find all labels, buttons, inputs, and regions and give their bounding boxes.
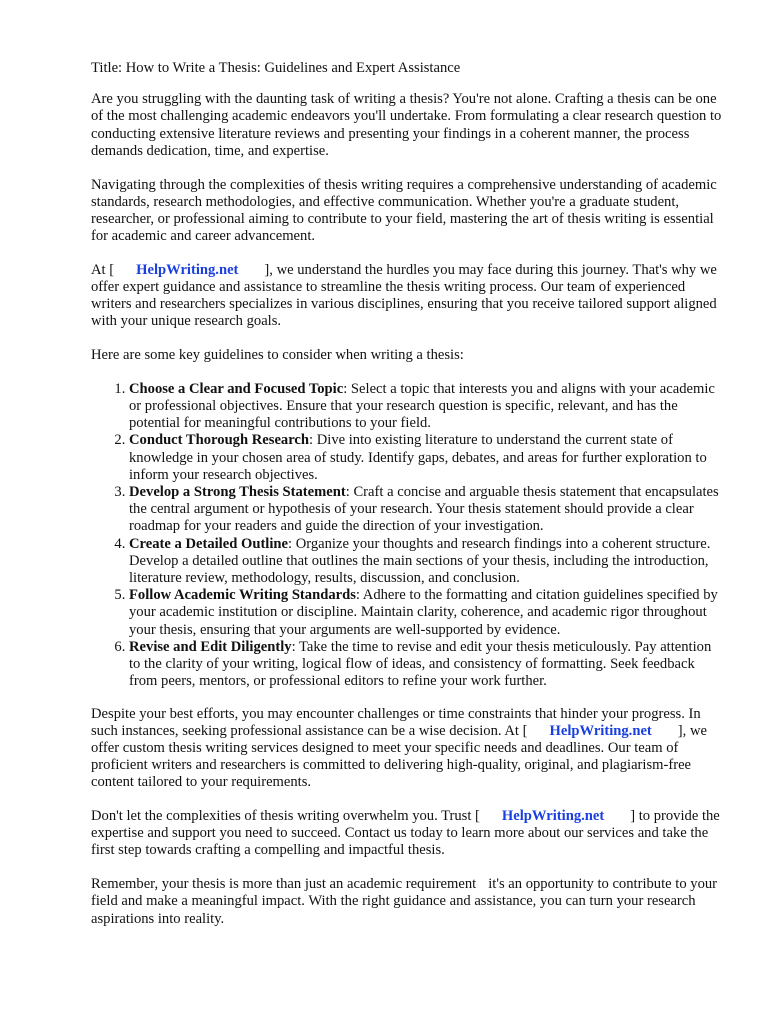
trust-prefix: Don't let the complexities of thesis writing overwhelm you. Trust [ xyxy=(91,808,480,825)
list-item xyxy=(129,484,723,536)
trust-suffix: ] to provide the expertise and support you need to succeed. Contact us today to learn more about our services and take the first step towards crafting a compelling and impactful thesis. xyxy=(91,808,720,859)
assistance-suffix: ], we offer custom thesis writing services designed to meet your specific needs and deadlines. Our team of proficient writers and researchers is committed to delivering high-quality, original, and plagiarism-free content tailored to your requirements. xyxy=(91,722,707,791)
list-item xyxy=(129,381,723,433)
navigating-paragraph: Navigating through the complexities of thesis writing requires a comprehensive understanding of academic standards, research methodologies, and effective communication. Whether you're a graduate student, researcher, or professional aiming to contribute to your field, mastering the art of thesis writing is essential for academic and career advancement. xyxy=(91,176,717,245)
guideline-text: : Organize your thoughts and research findings into a coherent structure. Develop a detailed outline that outlines the main sections of your thesis, including the introduction, literature review, methodology, results, discussion, and conclusion. xyxy=(129,535,711,587)
closing-prefix: Remember, your thesis is more than just an academic requirement xyxy=(91,876,477,893)
about-paragraph xyxy=(91,262,723,331)
guideline-text: : Select a topic that interests you and aligns with your academic or professional objectives. Ensure that your research question is specific, relevant, and has the potential for meaningful contributions to your field. xyxy=(129,380,715,432)
guideline-text: : Dive into existing literature to understand the current state of knowledge in your chosen area of study. Identify gaps, debates, and areas for further exploration to inform your research objectives. xyxy=(129,432,707,483)
guideline-heading: Conduct Thorough Research xyxy=(129,432,310,449)
guidelines-intro: Here are some key guidelines to consider when writing a thesis: xyxy=(91,347,464,364)
guideline-heading: Revise and Edit Diligently xyxy=(129,638,292,655)
helpwriting-link[interactable]: HelpWriting.net xyxy=(549,722,652,739)
guidelines-list xyxy=(91,381,723,691)
list-item xyxy=(129,639,723,691)
helpwriting-link[interactable]: HelpWriting.net xyxy=(136,261,239,278)
guideline-heading: Create a Detailed Outline xyxy=(129,535,289,552)
helpwriting-link[interactable]: HelpWriting.net xyxy=(501,808,605,825)
assistance-prefix: Despite your best efforts, you may encounter challenges or time constraints that hinder your progress. In such instances, seeking professional assistance can be a wise decision. At [ xyxy=(91,705,701,739)
closing-suffix: it's an opportunity to contribute to your field and make a meaningful impact. With the right guidance and assistance, you can turn your research aspirations into reality. xyxy=(91,876,718,927)
about-suffix: ], we understand the hurdles you may face during this journey. That's why we offer expert guidance and assistance to streamline the thesis writing process. Our team of experienced writers and researchers specializes in various disciplines, ensuring that you receive tailored support aligned with your unique research goals. xyxy=(91,261,717,330)
guideline-heading: Choose a Clear and Focused Topic xyxy=(129,380,344,397)
about-prefix: At [ xyxy=(91,261,115,278)
guideline-heading: Follow Academic Writing Standards xyxy=(129,587,356,604)
guideline-text: : Adhere to the formatting and citation guidelines specified by your academic institution or discipline. Maintain clarity, coherence, and academic rigor throughout your thesis, ensuring that your arguments are well-supported by evidence. xyxy=(129,587,718,638)
trust-paragraph xyxy=(91,808,723,860)
document-body xyxy=(91,60,723,944)
guideline-heading: Develop a Strong Thesis Statement xyxy=(129,484,346,501)
list-item xyxy=(129,587,723,639)
closing-paragraph xyxy=(91,876,723,928)
guideline-text: : Craft a concise and arguable thesis statement that encapsulates the central argument or hypothesis of your research. Your thesis statement should provide a clear roadmap for your readers and guide the direction of your investigation. xyxy=(129,484,719,535)
document-title: Title: How to Write a Thesis: Guidelines and Expert Assistance xyxy=(91,60,461,76)
intro-paragraph: Are you struggling with the daunting task of writing a thesis? You're not alone. Crafting a thesis can be one of the most challenging academic endeavors you'll undertake. From formulating a clear research question to conducting extensive literature reviews and presenting your findings in a coherent manner, the process demands dedication, time, and expertise. xyxy=(91,91,722,159)
assistance-paragraph xyxy=(91,706,723,792)
guideline-text: : Take the time to revise and edit your thesis meticulously. Pay attention to the clarity of your writing, logical flow of ideas, and consistency of formatting. Seek feedback from peers, mentors, or professional editors to refine your work further. xyxy=(129,638,712,690)
list-item xyxy=(129,536,723,588)
list-item xyxy=(129,432,723,484)
